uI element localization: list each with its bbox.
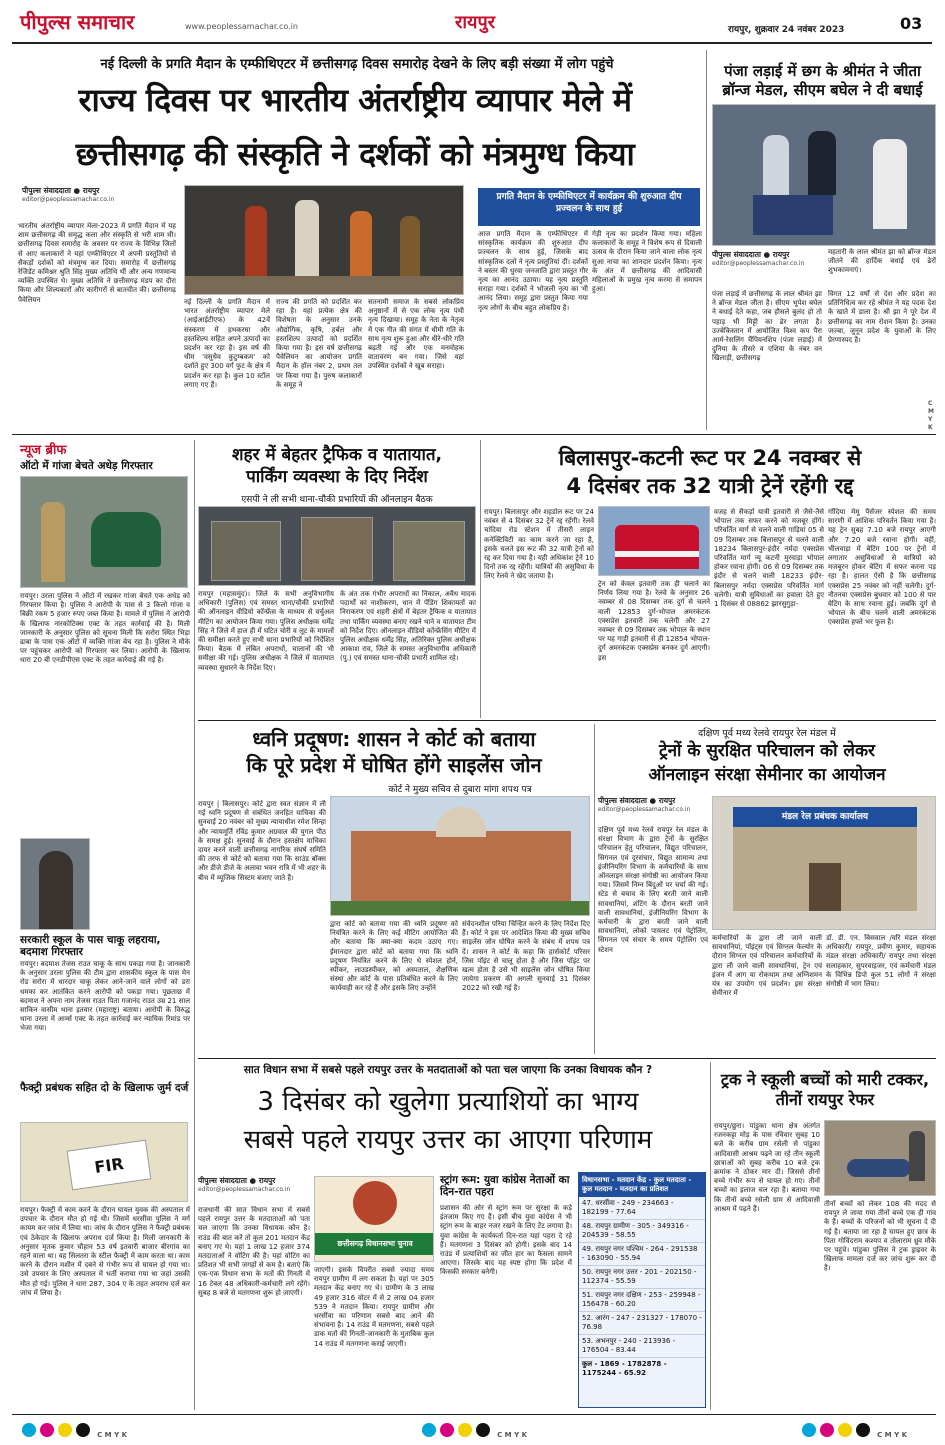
policeman <box>41 502 65 582</box>
magenta-dot <box>40 1423 54 1437</box>
noise-headline-1: ध्वनि प्रदूषण: शासन ने कोर्ट को बताया <box>252 727 536 751</box>
lead-headline-2: छत्तीसगढ़ की संस्कृति ने दर्शकों को मंत्रमुग्ध किया <box>75 135 635 173</box>
seminar-body-1: दक्षिण पूर्व मध्य रेलवे रायपुर रेल मंडल के संरक्षा विभाग के द्वारा ट्रेनों के सुरक्षित परिचालन हेतु परिचालन, विद्युत परिचालन, सिगनल एवं दूरसंचार, विद्युत सामान्य तथा इंजीनियरिंग विभाग के कर्मचारियों के साथ ऑनलाइन संरक्षा संगोष्ठी का आयोजन किया गया। जिसमें निम्न बिंदुओं पर चर्चा की गई। स्टेड से बचाव के लिए बरती जाने वाली सावधानियां, शंटिंग के दौरान बरती जाने वाली सावधानियां, इंजीनियरिंग विभाग के कर्मचारी के द्वारा बरती जाने वाली सावधानियां, लोको पायलट एवं पेट्रोलिंग, सिगनल एवं संचार के समय पेट्रोलिंग एवं स्टेशन <box>598 826 708 954</box>
seminar-sign-text: मंडल रेल प्रबंधक कार्यालय <box>781 812 869 822</box>
magenta-dot <box>820 1423 834 1437</box>
section-rule-3 <box>198 1058 936 1059</box>
black-dot <box>476 1423 490 1437</box>
lead-byline <box>22 186 182 203</box>
armwrestling-email: editor@peoplessamachar.co.in <box>712 260 805 267</box>
elections-kicker: सात विधान सभा में सबसे पहले रायपुर उत्तर के मतदाताओं को पता चल जाएगा कि उनका विधायक कौन ? <box>243 1064 653 1076</box>
footer-cmyk-right <box>800 1422 907 1441</box>
lead-kicker: नई दिल्ली के प्रगति मैदान के एम्फीथिएटर में छत्तीसगढ़ दिवस समारोह देखने के लिए बड़ी संख्या में लोग पहुंचे <box>100 57 614 72</box>
elections-side-headline: स्ट्रांग रूम: युवा कांग्रेस नेताओं का दिन-रात पहरा <box>440 1174 570 1199</box>
wrestler-1 <box>763 135 789 195</box>
truck-photo <box>824 1120 936 1196</box>
locomotive <box>615 525 699 569</box>
lead-body-1: भारतीय अंतर्राष्ट्रीय व्यापार मेला-2023 में प्रगति मैदान में यह शाम छत्तीसगढ़ की समृद्ध कला और संस्कृति से भरी शाम थी। छत्तीसगढ़ दिवस समारोह के अवसर पर राज्य के विभिन्न जिलों से आए कलाकारों ने यहां एम्फीथिएटर में अपनी प्रस्तुतियों से सैकड़ों दर्शकों को मंत्रमुग्ध कर दिया। समारोह में छत्तीसगढ़ रेजिडेंट कमिश्नर श्रुति सिंह मुख्य अतिथि थीं और अन्य गणमान्य व्यक्ति उपस्थित थे। मुख्य अतिथि ने छत्तीसगढ़ मंडप का दौरा किया और शिल्पकारों और कारीगरों से बातचीत की। छत्तीसगढ़ पैवेलियन <box>18 222 176 304</box>
lead-body-3: राज्य की प्रगति को प्रदर्शित कर रहा है। यहां प्रत्येक क्षेत्र की विशेषता के अनुसार उनके औद्योगिक, कृषि, हर्बल और हस्तशिल्प उत्पादों को प्रदर्शित किया गया है। इस वर्ष छत्तीसगढ़ पैवेलियन का आयोजन प्रगति मैदान के हॉल नंबर 2, प्रथम तल पर किया गया है। पुरुष कलाकारों के समूह ने <box>276 298 362 389</box>
seminar-headline-2: ऑनलाइन संरक्षा सेमीनार का आयोजन <box>648 765 886 785</box>
black-dot <box>76 1423 90 1437</box>
table-row: 47. धरसींवा - 249 - 234663 - 182199 - 77.64 <box>579 1197 705 1220</box>
lead-body-5: आज प्रगति मैदान के एम्फीथिएटर में सांस्कृतिक कार्यक्रम की शुरुआत दीप प्रज्वलन के साथ हुई, जिसके बाद सांस्कृतिक दलों ने नृत्य प्रस्तुतियां दीं। दर्शकों ने बस्तर की धुरवा जनजाति द्वारा प्रस्तुत गौर नृत्य का आनंद उठाया। यह नृत्य प्रस्तुति सराहा गया। दर्शकों ने भोजली नृत्य का भी आनंद लिया। समूह द्वारा प्रस्तुत किया गया नृत्य लोगों के बीच बहुत लोकप्रिय है। <box>478 230 588 312</box>
emblem-text: छत्तीसगढ़ विधानसभा चुनाव <box>337 1239 413 1248</box>
auto-rickshaw <box>91 512 161 567</box>
bystander <box>909 1131 925 1181</box>
table-row: 48. रायपुर ग्रामीण - 305 - 349316 - 204539 - 58.55 <box>579 1220 705 1243</box>
stage-floor <box>185 276 464 295</box>
elections-byline-text: पीपुल्स संवाददाता ● रायपुर <box>198 1176 276 1185</box>
news-brief-t3: रायपुर। फैक्ट्री में काम करने के दौरान घायल युवक की अस्पताल में उपचार के दौरान मौत हो गई थी। जिसमें धरसींवा पुलिस ने मर्ग कायम कर जांच में लिया था। जांच के दौरान पुलिस ने फैक्ट्री प्रबंधक एवं ठेकेदार के खिलाफ अपराध दर्ज किया है। मिली जानकारी के अनुसार मृतक कुमार चौहान 53 वर्ष इतवारी बाजार बीरगांव का रहने वाला था। वह सिलतरा के स्टील फैक्ट्री में काम करता था। काम करने के दौरान मशीन में दबने से गंभीर रूप से घायल हो गया था। उसे उपचार के लिए अस्पताल में भर्ती कराया गया था जहां उसकी मौत हो गई। पुलिस ने धारा 287, 304 ए के तहत अपराध दर्ज कर जांच में लिया है। <box>20 1206 190 1297</box>
armwrestling-byline <box>712 250 832 267</box>
divider-noise <box>594 724 595 1054</box>
magenta-dot <box>440 1423 454 1437</box>
noise-photo <box>330 796 590 916</box>
injured-child <box>847 1159 911 1177</box>
yellow-dot <box>458 1423 472 1437</box>
footer-cmyk-center <box>420 1422 527 1441</box>
elections-body-3: प्रशासन की ओर से स्ट्रांग रूम पर सुरक्षा के कड़े इंतजाम किए गए हैं। इसी बीच युवा कांग्रेस ने भी स्ट्रांग रूम के बाहर नजर रखने के लिए टेंट लगाया है। युवा कांग्रेस के कार्यकर्ता दिन-रात यहां पहरा दे रहे हैं। मतगणना 3 दिसंबर को होगी। इसके बाद 14 राउंड में प्रत्याशियों का जीत हार का फैसला सामने आएगा। जिसके बाद यह स्पष्ट होगा कि प्रदेश में किसकी सरकार बनेगी। <box>440 1204 572 1277</box>
footer-cmyk-right-text: C M Y K <box>877 1431 908 1439</box>
divider-news-brief <box>194 440 195 1410</box>
footer-cmyk-left <box>20 1422 127 1441</box>
table-shape <box>753 195 833 235</box>
armwrestling-byline-text: पीपुल्स संवाददाता ● रायपुर <box>712 250 790 259</box>
yellow-dot <box>58 1423 72 1437</box>
seminar-body-3: डॉ. डी. एन. बिसवाल /वरि मंडल संरक्षा अधिकारी/ रायपुर, प्रवीण कुमार, सहायक मंडल संरक्षा अधिकारी/ रायपुर तथा संरक्षा सलाहकार, सुपरवाइजर, एवं कर्मचारी मंडल के विभिन्न डिपो कुल 51 लोगों ने संरक्षा संगोष्ठी में भाग लिया। <box>826 934 936 989</box>
masthead-logo: पीपुल्स समाचार <box>20 10 135 34</box>
lead-body-2: नई दिल्ली के प्रगति मैदान में भारत अंतर्राष्ट्रीय व्यापार मेले (आईआईटीएफ) के 42वें संस्करण में हथकरघा और हस्तशिल्प सहित अपने उत्पादों का प्रदर्शन कर रहा है। इस वर्ष की थीम 'वसुधैव कुटुम्बकम' को दर्शाते हुए 300 वर्ग फुट के क्षेत्र में प्रदर्शन कर रहा है। कुल 10 स्टॉल लगाए गए हैं। <box>184 298 270 389</box>
locomotive-stripe <box>615 551 699 557</box>
noise-body-2: द्वारा कोर्ट को बताया गया की ध्वनि प्रदूषण को नियंत्रित करने के लिए कई मीटिंग आयोजित की और बताया कि क्या-क्या कदम उठाए गए। ईमानदार द्वारा कोर्ट को बताया गया कि ध्वनि प्रदूषण नियंत्रित करने के लिए थे स्पेशल होर्न, स्पीकर, लाउडस्पीकर, को अस्पताल, शैक्षणिक संस्था और कोर्ट के पास प्रतिबंधित करने के लिए कार्यवाही कर रहे हैं और इसके लिए उन्होंने <box>330 920 458 993</box>
cyan-dot <box>802 1423 816 1437</box>
footer-rule <box>12 1414 936 1415</box>
masthead <box>0 0 945 44</box>
officer-center <box>301 517 373 581</box>
elections-headline-1: 3 दिसंबर को खुलेगा प्रत्याशियों का भाग्य <box>257 1087 639 1117</box>
masthead-city: रायपुर <box>455 12 496 33</box>
table-row: 50. रायपुर नगर उत्तर - 201 - 202150 - 112374 - 55.59 <box>579 1266 705 1289</box>
lead-email: editor@peoplessamachar.co.in <box>22 196 115 203</box>
masthead-url: www.peoplessamachar.co.in <box>185 22 298 31</box>
elections-headline-2: सबसे पहले रायपुर उत्तर का आएगा परिणाम <box>243 1125 653 1155</box>
lead-body-4: सतनामी समाज के सबसे लोकप्रिय अनुष्ठानों में से एक लोक नृत्य पंथी नृत्य दिखाया। समूह के नेता के नेतृत्व में एक गीत की संगत में धीमी गति के साथ नृत्य शुरू हुआ और धीरे-धीरे गति बढ़ती गई और एक मनमोहक वातावरण बन गया। जिसे वहां उपस्थित दर्शकों ने खूब सराहा। <box>368 298 464 371</box>
emblem-circle <box>353 1181 397 1225</box>
traffic-body-2: के अंत तक गंभीर अपराधों का निकाल, अवैध मादक पदार्थों का नाशीकरण, धान में पेंडिंग शिकायतों का निराकरण एवं शहरी क्षेत्रों में बेहतर ट्रैफिक व यातायात तथा पार्किंग व्यवस्था बनाए रखने थाने व यातायात टीम को निर्देश दिए। ऑनलाइन वीडियो कॉन्फ्रेंसिंग मीटिंग में पुलिस अधीक्षक धर्मेंद्र सिंह, अतिरिक्त पुलिस अधीक्षक आकाश राव, जिले के समस्त अनुविभागीय अधिकारी (पु.) एवं समस्त थाना-चौकी प्रभारी शामिल रहे। <box>340 590 476 663</box>
news-brief-h2: सरकारी स्कूल के पास चाकू लहराया, बदमाश गिरफ्तार <box>20 934 161 959</box>
masthead-rule <box>12 42 932 44</box>
traffic-subhead: एसपी ने ली सभी थाना-चौकी प्रभारियों की ऑनलाइन बैठक <box>241 495 433 505</box>
news-brief-photo-2 <box>20 838 90 930</box>
officer-right <box>393 521 465 581</box>
stage-figure-2 <box>295 200 319 280</box>
court-building <box>351 831 571 907</box>
section-rule-1 <box>12 434 936 435</box>
noise-body-1: रायपुर | बिलासपुर। कोर्ट द्वारा स्वत संज्ञान में ली गई ध्वनि प्रदूषण से संबंधित जनहित याचिका की सुनवाई 20 नवंबर को मुख्य न्यायाधीश रमेश सिन्हा और न्यायमूर्ति रविंद्र कुमार अग्रवाल की युगल पीठ के समक्ष हुई। सुनवाई के दौरान हस्तक्षेप याचिका दायर करने वाली छत्तीसगढ़ नागरिक संघर्ष समिति की तरफ से कोर्ट को बताया गया कि साउंड बॉक्स और डीजे डीजे के अलावा भवन रात्रि में भी शहर के बीच में म्यूजिक सिस्टम बजाए जाते हैं। <box>198 800 326 882</box>
table-row: 49. रायपुर नगर पश्चिम - 264 - 291538 - 163090 - 55.94 <box>579 1243 705 1266</box>
trains-body-1: रायपुर। बिलासपुर और शहडोल रूट पर 24 नवंबर से 4 दिसंबर 32 ट्रेनें रद्द रहेंगी। रेलवे चांदिया रोड स्टेशन में तीसरी लाइन कनेक्टिविटी का काम करने जा रहा है, इसके चलते इस रूट की 32 यात्री ट्रेनों को रद्द कर दिया गया है। यही अधिकांश ट्रेनें 10 दिनों तक रद्द रहेंगी। यात्रियों की असुविधा के लिए रेलवे ने खेद जताया है। <box>484 508 594 581</box>
truck-headline: ट्रक ने स्कूली बच्चों को मारी टक्कर, तीनों रायपुर रेफर <box>720 1070 930 1109</box>
fir-paper <box>67 1140 152 1191</box>
stage-figure-4 <box>400 216 420 276</box>
news-brief-t1: रायपुर। उरला पुलिस ने ऑटो में रखकर गांजा बेचते एक अधेड़ को गिरफ्तार किया है। पुलिस ने आरोपी के पास से 3 किलो गांजा व बिक्री रकम 5 हजार रुपए जब्त किया है। मामले में पुलिस ने आरोपी के खिलाफ नारकोटिक्स एक्ट के तहत कार्रवाई की है। मिली जानकारी के अनुसार पुलिस को सूचना मिली कि सरोरा स्थित भिड़ा ढाबा के पास एक ऑटो में व्यक्ति गांजा बेच रहा है। पुलिस ने मौके पर पहुंचकर आरोपी को गिरफ्तार कर लिया। आरोपी के खिलाफ धारा 20 बी एनडीपीएस एक्ट के तहत कार्रवाई की गई है। <box>20 592 190 665</box>
table-row: 52. आरंग - 247 - 231327 - 178070 - 76.98 <box>579 1312 705 1335</box>
trains-body-4: गोंदिया मेमू पैसेंजर स्पेशल की समय सारणी में आंशिक परिवर्तन किया गया है। यह ट्रेन सुबह 7.10 बजे रायपुर आएगी और 7.20 बजे रवाना होगी। वहीं, भीलवाड़ा में बेटिंग 100 पर ट्रेनों में लगातार असुविधाओं से यात्रियों को मजबूरन होकर बेटिंग में सफर करना पड़ रहा है। हालत ऐसी है कि छत्तीसगढ़ एक्सप्रेस 25 नवंबर को नहीं चलेगी। दुर्ग-नौतनवा एक्सप्रेस बुधवार को 100 से पार वेटिंग के साथ रवाना हुई। जबकि दुर्ग से भोपाल के बीच चलने वाली अमरकंटक एक्सप्रेस हफ्ते भर फुल है। <box>828 508 936 627</box>
news-brief-h3: फैक्ट्री प्रबंधक सहित दो के खिलाफ जुर्म दर्ज <box>20 1082 189 1094</box>
fir-text: FIR <box>93 1154 125 1177</box>
officer-left <box>211 521 281 581</box>
cyan-dot <box>422 1423 436 1437</box>
noise-subhead: कोर्ट ने मुख्य सचिव से दुबारा मांगा शपथ पत्र <box>388 785 532 795</box>
trains-body-2: ट्रेन को केवल इतवारी तक ही चलाने का निर्णय लिया गया है। रेलवे के अनुसार 26 नवम्बर से 08 दिसम्बर तक दुर्ग से चलने वाली 12853 दुर्ग-भोपाल अमरकंटक एक्सप्रेस इतवारी तक चलेगी और 27 नवम्बर से 09 दिसम्बर तक भोपाल के स्थान पर यह गाड़ी इतवारी से ही 12854 भोपाल-दुर्ग अमरकंटक एक्सप्रेस बनकर दुर्ग आएगी। इस <box>598 580 710 662</box>
footer-cmyk-left-text: C M Y K <box>97 1431 128 1439</box>
armwrestling-photo <box>712 104 936 246</box>
lead-caption: प्रगति मैदान के एम्फीथिएटर में कार्यक्रम की शुरुआत दीप प्रज्वलन के साथ हुई <box>496 192 682 214</box>
elections-table <box>578 1172 706 1408</box>
traffic-headline-2: पार्किंग व्यवस्था के दिए निर्देश <box>246 467 428 487</box>
armwrestling-intro: महतारी के लाल श्रीमंत झा को ब्रॉन्ज मेडल जीतने की हार्दिक बधाई एवं ढेरों शुभकामनाएं। <box>828 248 936 275</box>
lead-byline-text: पीपुल्स संवाददाता ● रायपुर <box>22 186 100 195</box>
armwrestling-headline: पंजा लड़ाई में छग के श्रीमंत ने जीता ब्रॉन्ज मेडल, सीएम बघेल ने दी बधाई <box>722 62 923 99</box>
armwrestling-body-1: पंजा लड़ाई में छत्तीसगढ़ के लाल श्रीमंत झा ने ब्रॉन्ज मेडल जीता है। सीएम भूपेश बघेल ने बधाई देते कहा, जब हौसले बुलंद हो तो पहाड़ भी मिट्टी का ढेर लगता है। उज्बेकिस्तान में आयोजित विश्व कप पैरा आर्म-रेसलिंग चैंपियनशिप (पंजा लड़ाई) में दुनिया के तीसरे व एशिया के नंबर वन खिलाड़ी, छत्तीसगढ़ <box>712 290 822 363</box>
court-lawn <box>331 901 590 916</box>
page-number: 03 <box>900 14 923 33</box>
referee <box>873 139 907 229</box>
trains-body-3: वजह से सैकड़ों यात्री इतवारी से जैसे-तैसे भोपाल तक सफर करने को मजबूर होंगे। परिवर्तित मार्ग से चलने वाली गाड़ियां 05 से 09 दिसम्बर तक बिलासपुर से चलने वाली 18234 बिलासपुर-इंदौर नर्मदा एक्सप्रेस परिवर्तित मार्ग न्यू कटनी मुरवाड़ा भोपाल होकर रवाना होगी। 06 से 09 दिसम्बर तक इंदौर से चलने वाली 18233 इंदौर-बिलासपुर नर्मदा एक्सप्रेस परिवर्तित मार्ग चलेगी। यात्री सुविधाओं का हवाला देते हुए 1 दिसंबर से 08862 झारसुगुड़ा- <box>714 508 824 609</box>
side-cmyk-mark: C M Y K <box>928 400 934 431</box>
footer-cmyk-center-text: C M Y K <box>497 1431 528 1439</box>
elections-emblem <box>314 1176 434 1262</box>
traffic-body-1: रायपुर (महासमुंद)। जिले के सभी अनुविभागीय अधिकारी (पुलिस) एवं समस्त थाना/चौकी प्रभारियों की ऑनलाइन वीडियो कॉन्फ्रेंस के माध्यम से वर्चुअल मीटिंग का आयोजन किया गया। पुलिस अधीक्षक धर्मेंद्र सिंह ने जिले में हाल ही में घटित चोरी व लूट के मामलों की समीक्षा करते हुए सभी थाना प्रभारियों को निर्देशित किया। बैठक में लंबित अपराधों, चालानों की भी समीक्षा की गई। पुलिस अधीक्षक ने जिले में यातायात व्यवस्था सुधारने के निर्देश दिए। <box>198 590 334 672</box>
news-brief-h1: ऑटो में गांजा बेचते अधेड़ गिरफ्तार <box>20 460 153 472</box>
emblem-banner <box>315 1233 434 1255</box>
trains-photo <box>598 506 710 576</box>
trains-headline-2: 4 दिसंबर तक 32 यात्री ट्रेनें रहेंगी रद्द <box>566 474 854 498</box>
lead-body-6: गेड़ी नृत्य का प्रदर्शन किया गया। महिला कलाकारों के समूह ने विशेष रूप से दिवाली उत्सव के दौरान किया जाने वाला लोक नृत्य सुआ नाचा का शानदार प्रदर्शन किया। नृत्य के अंत में छत्तीसगढ़ की आदिवासी महिलाओं के प्रमुख नृत्य करमा से समापन हुआ। <box>592 230 702 294</box>
lead-photo <box>184 185 464 295</box>
news-brief-photo-1 <box>20 476 188 588</box>
traffic-photo <box>198 506 476 586</box>
seminar-byline-text: पीपुल्स संवाददाता ● रायपुर <box>598 796 676 805</box>
armwrestling-body-2: विगत 12 वर्षों से देश और प्रदेश का प्रतिनिधित्व कर रहे श्रीमंत ने यह पदक देश के खाते में डाला है। श्री झा ने पूरे देश में छत्तीसगढ़ का नाम रोशन किया है। उनका जज्बा, जुनून प्रदेश के युवाओं के लिए प्रेरणास्पद है। <box>828 290 936 345</box>
traffic-headline-1: शहर में बेहतर ट्रैफिक व यातायात, <box>231 445 443 465</box>
noise-headline-2: कि पूरे प्रदेश में घोषित होंगे साइलेंस जोन <box>246 753 542 777</box>
elections-body-2: जाएगी। इसके विपरीत सबसे ज्यादा समय रायपुर ग्रामीण में लग सकता है। यहां पर 305 मतदान केंद्र बनाए गए थे। ग्रामीण के 3 लाख 49 हजार 316 वोटर में से 2 लाख 04 हजार 539 ने मतदान किया। रायपुर ग्रामीण और धरसींवा का परिणाम सबसे बाद आने की संभावना है। 14 राउंड में मतगणना, सबसे पहले डाक मतों की गिनती-जानकारी के मुताबिक कुल 14 राउंड में मतगणना कराई जाएगी। <box>314 1266 434 1348</box>
accused-person <box>39 851 73 930</box>
news-brief-t2: रायपुर। बदमाश तेजस राउत चाकू के साथ पकड़ा गया है। जानकारी के अनुसार उरला पुलिस की टीम द्वारा शासकीय स्कूल के पास मेन रोड सरोरा में धारदार चाकू लेकर आने-जाने वाले लोगों को डरा धमका कर आतंकित करने आरोपी को पकड़ा गया। पूछताछ में बदमाश ने अपना नाम तेजस राउत पिता गजानंद राउत उम्र 21 साल साकिन वासीम थाना इतवार (महाराष्ट्र) बताया। आरोपी के विरुद्ध थाना उरला में आर्म्स एक्ट के तहत कार्रवाई कर न्यायिक रिमांड पर भेजा गया। <box>20 960 190 1033</box>
section-rule-2 <box>198 720 936 721</box>
wrestler-2 <box>808 131 836 195</box>
truck-body-1: रायपुर/छुरा। पांडुका थाना क्षेत्र अंतर्गत रजनकट्टा मोड़ के पास रविवार सुबह 10 बजे के करीब ग्राम रसेली से पांडुका आदिवासी आश्रम पढ़ने जा रहे तीन स्कूली छात्राओं को सुबह करीब 10 बजे ट्रक क्रमांक ने ठोकर मार दी। जिससे तीनों बच्चे गंभीर रूप से घायल हो गए। तीनों बच्चों का इलाज चल रहा है। बताया गया कि तीनों बच्चे रसेली ग्राम से आदिवासी आश्रम में पढ़ने हैं। <box>714 1122 820 1213</box>
divider-right-column <box>706 50 707 430</box>
elections-email: editor@peoplessamachar.co.in <box>198 1186 291 1193</box>
lead-caption-box <box>478 188 700 226</box>
elections-body-1: राजधानी की सात विधान सभा में सबसे पहले रायपुर उत्तर के मतदाताओं को पता चल जाएगा कि उनका विधायक कौन है। राउंड की बात करें तो कुल 201 मतदान केंद्र बनाए गए थे। यहां 1 लाख 12 हजार 374 मतदाताओं ने वोटिंग की है। यहां वोटिंग का प्रतिशत भी सभी जगहों से कम है। बताएं कि एक-एक विधान सभा के मतों की गिनती में 16 टेबल 48 अधिकारी-कर्मचारी लगे रहेंगे। सुबह 8 बजे से मतगणना शुरू हो जाएगी। <box>198 1206 310 1297</box>
news-brief-photo-3 <box>20 1122 188 1202</box>
truck-body-2: तीनों बच्चों को लेकर 108 की मदद से रायपुर ले जाया गया तीनों बच्चे एक ही गांव के हैं। बच्चों के परिजनों को भी सूचना दे दी गई है। बताया जा रहा है घायल हुए छात्र के पिता गोविंदराम कश्यप व तोलाराम ध्रुव मौके पर पहुंचे। पांडुका पुलिस ने ट्रक ड्राइवर के खिलाफ मामला दर्ज कर जांच शुरू कर दी है। <box>824 1200 936 1273</box>
court-dome <box>436 807 486 837</box>
news-brief-label: न्यूज ब्रीफ <box>20 443 67 458</box>
cyan-dot <box>22 1423 36 1437</box>
stage-figure-1 <box>245 206 267 276</box>
seminar-body-2: कर्मचारियों के द्वारा ली जाने वाली सावधानियां, पॉइंट्स एवं सिग्नल फेल्योर के दौरान सिग्नल एवं परिचालन कर्मचारियों के द्वारा ली जाने वाली सावधानियां, ट्रेन एवं इंजन में आग या रोकथाम तथा अग्निशमन यंत्र का उपयोग एवं प्रदर्शन। इस संरक्षा सेमीनार में <box>712 934 822 998</box>
seminar-sign <box>733 807 917 827</box>
yellow-dot <box>838 1423 852 1437</box>
black-dot <box>856 1423 870 1437</box>
building-door <box>809 863 841 911</box>
divider-traffic <box>480 440 481 718</box>
masthead-date: रायपुर, शुक्रवार 24 नवंबर 2023 <box>728 25 845 35</box>
table-row-total: कुल - 1869 - 1782878 - 1175244 - 65.92 <box>582 1360 667 1377</box>
table-row: 53. अभनपुर - 240 - 213936 - 176504 - 83.44 <box>579 1335 705 1358</box>
trains-headline-1: बिलासपुर-कटनी रूट पर 24 नवम्बर से <box>558 446 862 470</box>
divider-truck <box>710 1062 711 1410</box>
seminar-kicker: दक्षिण पूर्व मध्य रेलवे रायपुर रेल मंडल में <box>698 728 836 739</box>
noise-body-3: संवेदनशील परिया चिन्हित करने के लिए निर्देश दिए हैं। कोर्ट ने इस पर आदेशित किया की मुख्य सचिव साइलेंस जोन घोषित करने के संबंध में शपथ पत्र दें। शासन ने कोर्ट के कहा कि हार्सकोर्ट परिसर जिस पॉइंट से चालू होता है और जिस पॉइंट पर खत्म होता है उसे भी साइलेंस जोन घोषित किया जायेगा प्रकरण की अगली सुनवाई 31 दिसंबर 2022 को रखी गई है। <box>462 920 590 993</box>
lead-headline-1: राज्य दिवस पर भारतीय अंतर्राष्ट्रीय व्यापार मेले में <box>78 81 632 119</box>
seminar-headline-1: ट्रेनों के सुरक्षित परिचालन को लेकर <box>659 741 875 761</box>
table-row: 51. रायपुर नगर दक्षिण - 253 - 259948 - 156478 - 60.20 <box>579 1289 705 1312</box>
stage-figure-3 <box>350 211 372 276</box>
seminar-email: editor@peoplessamachar.co.in <box>598 806 691 813</box>
elections-table-title: विधानसभा - मतदान केंद्र - कुल मतदाता - कुल मतदान - मतदान का प्रतिशत <box>579 1173 705 1197</box>
seminar-photo <box>712 796 936 930</box>
